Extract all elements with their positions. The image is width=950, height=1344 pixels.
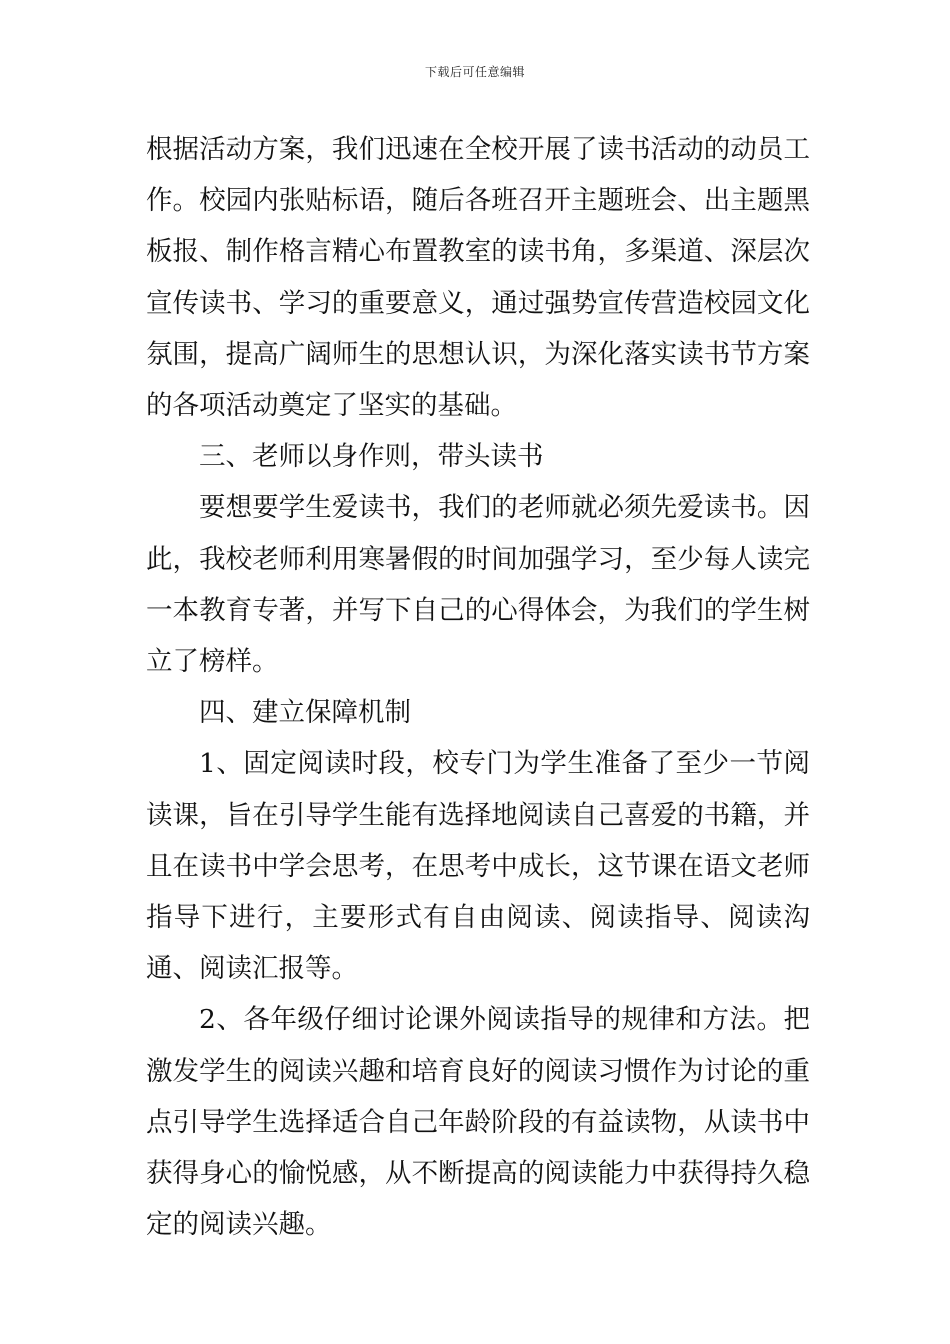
body-paragraph: 要想要学生爱读书，我们的老师就必须先爱读书。因此，我校老师利用寒暑假的时间加强学习，至少每人读完一本教育专著，并写下自己的心得体会，为我们的学生树立了榜样。 [146, 492, 810, 678]
document-body [146, 124, 810, 1250]
section-heading: 四、建立保障机制 [199, 697, 411, 729]
section-heading: 三、老师以身作则，带头读书 [199, 441, 544, 473]
body-paragraph: 1、固定阅读时段，校专门为学生准备了至少一节阅读课，旨在引导学生能有选择地阅读自己喜爱的书籍，并且在读书中学会思考，在思考中成长，这节课在语文老师指导下进行，主要形式有自由阅读、阅读指导、阅读沟通、阅读汇报等。 [146, 748, 810, 985]
body-paragraph: 2、各年级仔细讨论课外阅读指导的规律和方法。把激发学生的阅读兴趣和培育良好的阅读习惯作为讨论的重点引导学生选择适合自己年龄阶段的有益读物，从读书中获得身心的愉悦感，从不断提高的阅读能力中获得持久稳定的阅读兴趣。 [146, 1004, 810, 1241]
page-header: 下载后可任意编辑 [424, 65, 525, 79]
body-paragraph: 根据活动方案，我们迅速在全校开展了读书活动的动员工作。校园内张贴标语，随后各班召开主题班会、出主题黑板报、制作格言精心布置教室的读书角，多渠道、深层次宣传读书、学习的重要意义，通过强势宣传营造校园文化氛围，提高广阔师生的思想认识，为深化落实读书节方案的各项活动奠定了坚实的基础。 [146, 134, 810, 422]
